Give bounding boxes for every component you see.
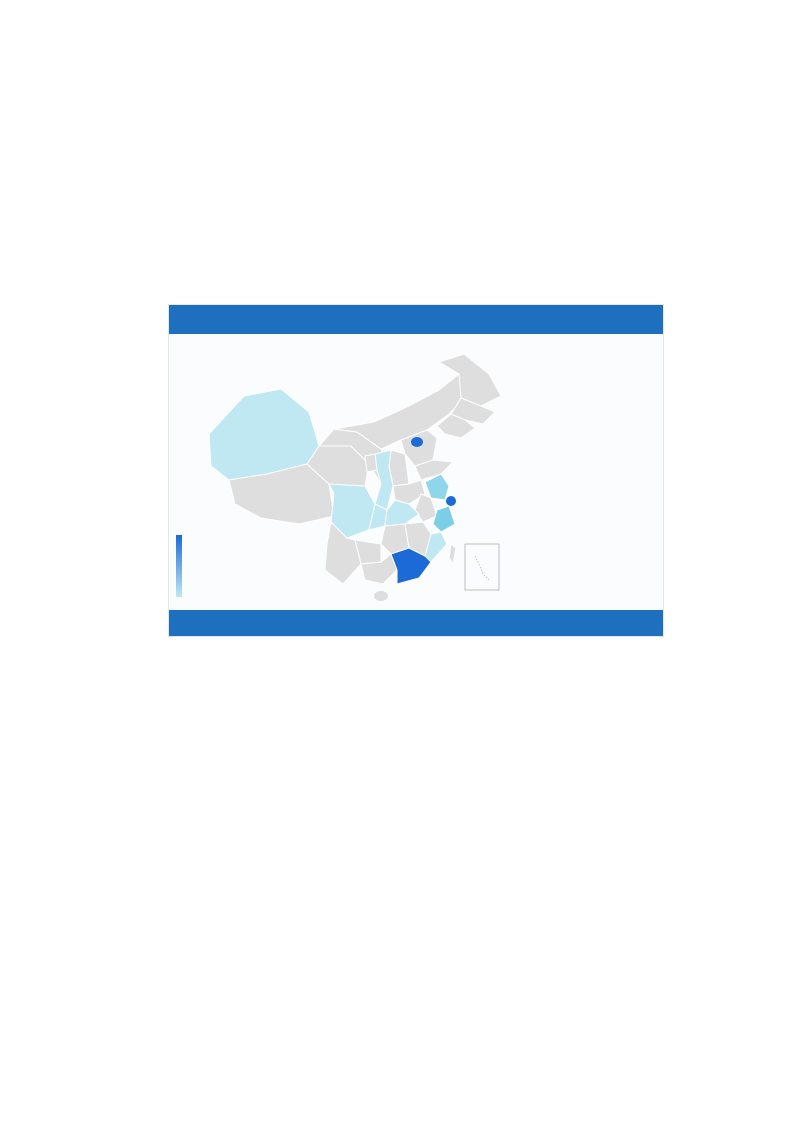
legend-gradient — [176, 535, 182, 597]
region-zhejiang — [433, 506, 455, 532]
figure-footer — [169, 610, 663, 636]
region-beijing — [411, 437, 423, 447]
south-sea-inset — [465, 544, 499, 590]
region-hainan — [374, 591, 388, 601]
region-shanghai — [446, 496, 456, 506]
figure-header — [169, 305, 663, 334]
region-ningxia — [365, 454, 377, 472]
figure-distribution-map — [168, 304, 664, 637]
region-shaanxi — [375, 450, 393, 510]
region-taiwan — [449, 544, 456, 564]
top10-bar-chart — [531, 355, 657, 579]
region-hubei — [385, 500, 419, 526]
